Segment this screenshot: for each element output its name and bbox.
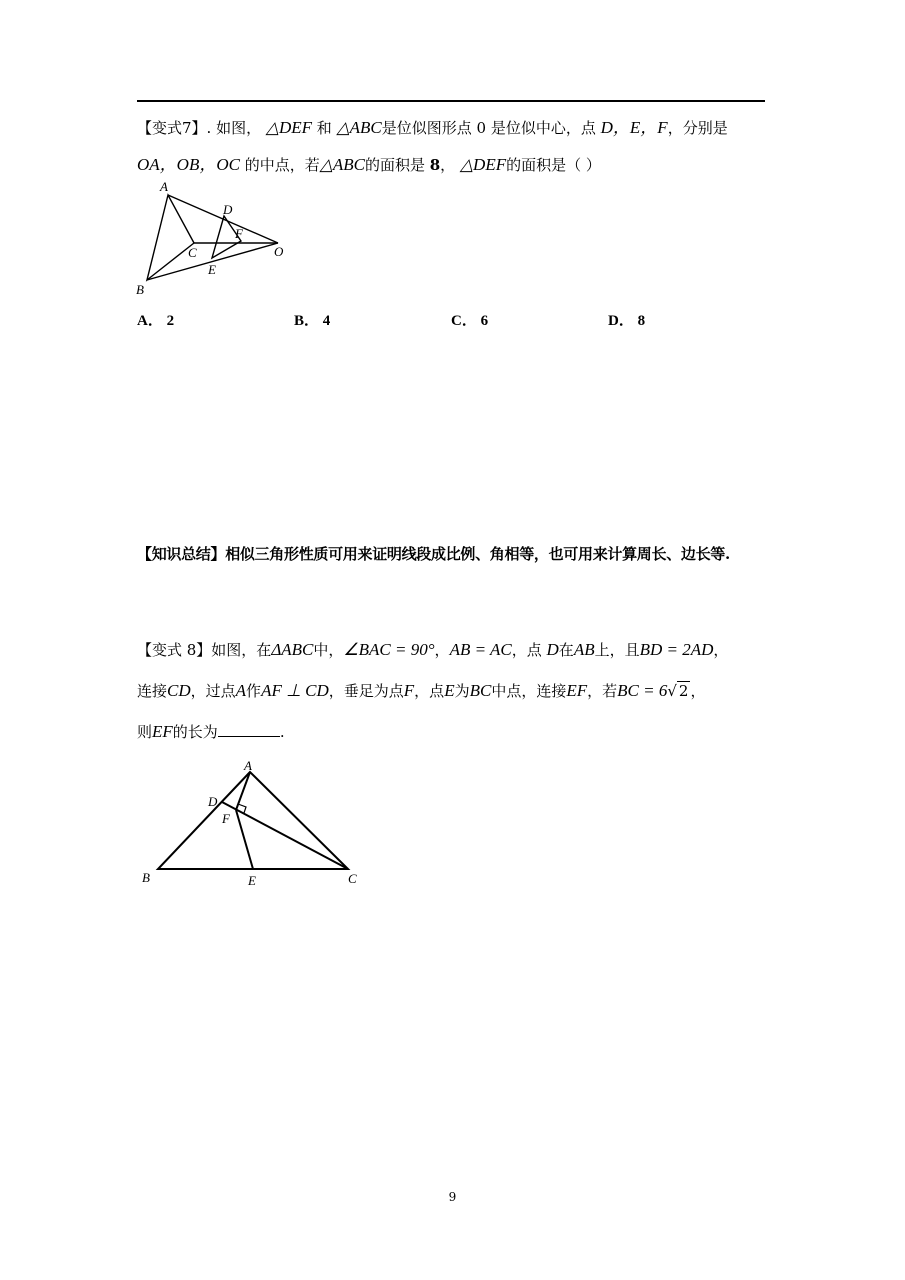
q8-line-1: 【变式 8】如图，在ΔABC中，∠BAC = 90°，AB = AC，点 D在AB上，且BD = 2AD， [137, 640, 729, 659]
label-d-2: D [208, 794, 218, 809]
area-value: 8 [429, 156, 441, 174]
label-d: D [223, 202, 233, 217]
q8-figure [136, 755, 366, 890]
option-d[interactable]: D． 8 [608, 313, 646, 329]
option-b[interactable]: B． 4 [294, 313, 331, 329]
option-c[interactable]: C． 6 [451, 313, 489, 329]
option-a[interactable]: A． 2 [137, 313, 175, 329]
q8-line-3: 则EF的长为 . [137, 722, 285, 741]
q7-line-1: 【变式7】. 如图， △DEF 和 △ABC是位似图形点 0 是位似中心，点 D，E，F，分别是 [137, 118, 728, 137]
segment-ef [236, 810, 253, 869]
label-c-2: C [348, 871, 357, 886]
header-rule [137, 100, 765, 102]
triangle-abc-shape [147, 195, 194, 280]
label-c: C [188, 245, 197, 260]
q7-figure [130, 178, 300, 303]
label-a: A [160, 179, 168, 194]
label-o: O [274, 244, 284, 259]
label-f-2: F [222, 811, 230, 826]
triangle-def: △DEF [265, 118, 312, 137]
label-a-2: A [244, 758, 252, 773]
sqrt-symbol: √ 2 [667, 682, 689, 700]
q7-line-2: OA，OB，OC 的中点，若△ABC的面积是 8， △DEF的面积是（ ） [137, 155, 601, 174]
label-e-2: E [248, 873, 256, 888]
label-f: F [235, 226, 243, 241]
label-e: E [208, 262, 216, 277]
triangle-abc: △ABC [336, 118, 382, 137]
segment-cd [222, 802, 348, 869]
q8-line-2: 连接CD，过点A作AF ⊥ CD，垂足为点F，点E为BC中点，连接EF，若BC = 6√ 2 ， [137, 681, 706, 700]
knowledge-summary: 【知识总结】相似三角形性质可用来证明线段成比例、角相等，也可用来计算周长、边长等. [137, 545, 730, 563]
answer-blank[interactable] [218, 722, 280, 737]
label-b: B [136, 282, 144, 297]
label-b-2: B [142, 870, 150, 885]
page-number: 9 [448, 1190, 457, 1204]
